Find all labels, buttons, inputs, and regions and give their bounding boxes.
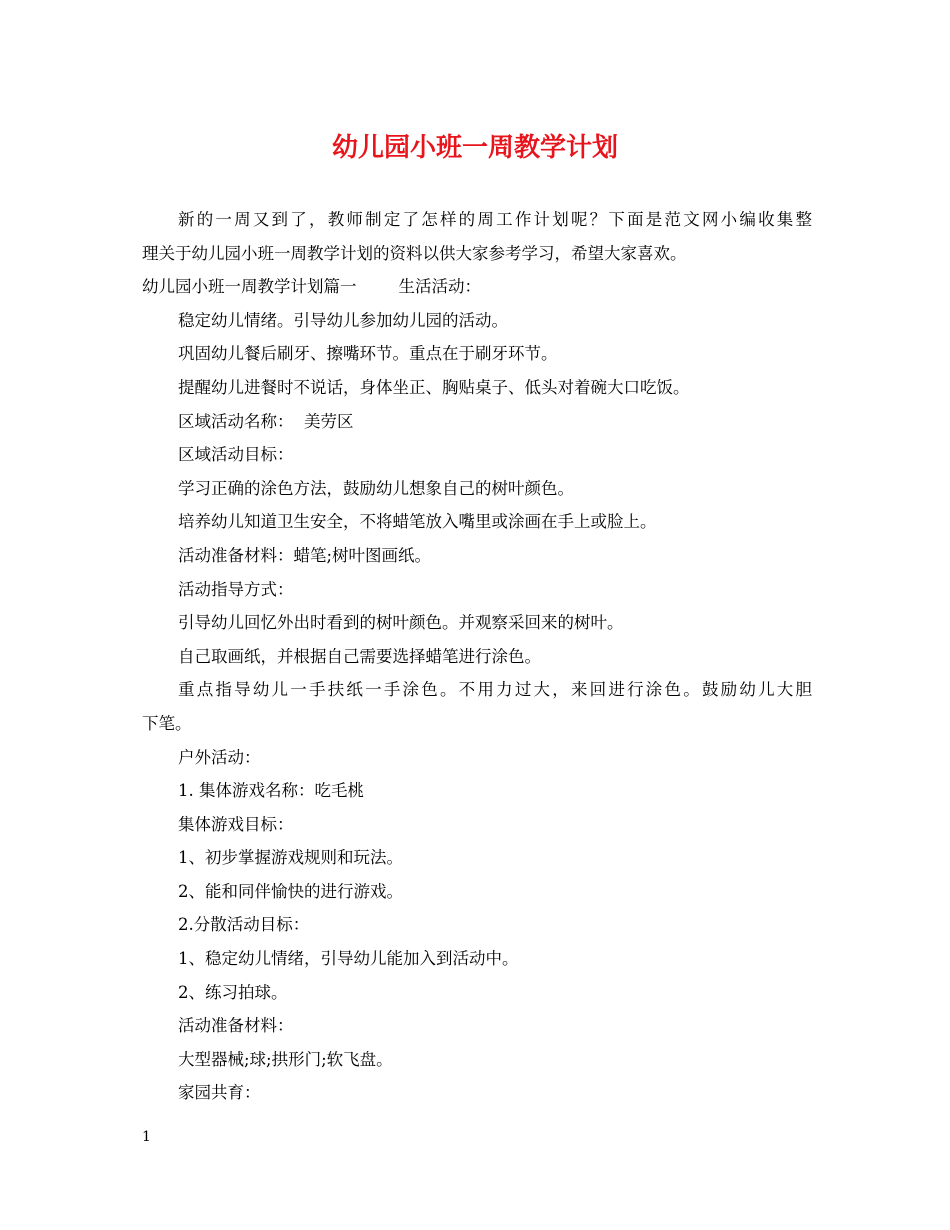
- section-heading-sub: 生活活动：: [398, 277, 481, 297]
- body-line: 活动指导方式：: [178, 579, 294, 599]
- body-line: 活动准备材料：蜡笔;树叶图画纸。: [178, 545, 432, 565]
- body-line: 提醒幼儿进餐时不说话，身体坐正、胸贴桌子、低头对着碗大口吃饭。: [178, 377, 690, 397]
- body-line: 培养幼儿知道卫生安全，不将蜡笔放入嘴里或涂画在手上或脸上。: [178, 512, 657, 532]
- body-line: 家园共育：: [178, 1083, 261, 1103]
- body-line: 稳定幼儿情绪。引导幼儿参加幼儿园的活动。: [178, 310, 508, 330]
- document-body: [142, 203, 812, 1110]
- body-line: 1. 集体游戏名称：吃毛桃: [178, 781, 364, 801]
- intro-line-1: 新的一周又到了，教师制定了怎样的周工作计划呢？下面是范文网小编收集整: [178, 210, 812, 229]
- body-line: 2、能和同伴愉快的进行游戏。: [178, 881, 403, 901]
- body-line: 户外活动：: [178, 747, 261, 767]
- body-line: 区域活动目标：: [178, 445, 294, 465]
- body-line: 1、初步掌握游戏规则和玩法。: [178, 848, 403, 868]
- body-line: 引导幼儿回忆外出时看到的树叶颜色。并观察采回来的树叶。: [178, 613, 624, 633]
- body-line: 2、练习拍球。: [178, 982, 288, 1002]
- section-heading: [142, 270, 812, 304]
- paragraph-line-2: 下笔。: [142, 713, 192, 733]
- body-line: 集体游戏目标：: [178, 814, 294, 834]
- body-line: 大型器械;球;拱形门;软飞盘。: [178, 1049, 393, 1069]
- body-line: 学习正确的涂色方法，鼓励幼儿想象自己的树叶颜色。: [178, 478, 574, 498]
- paragraph-line-1: 重点指导幼儿一手扶纸一手涂色。不用力过大，来回进行涂色。鼓励幼儿大胆: [178, 680, 812, 700]
- document-title: 幼儿园小班一周教学计划: [331, 133, 618, 163]
- section-heading-title: 幼儿园小班一周教学计划篇一: [142, 277, 357, 297]
- body-line: 2.分散活动目标：: [178, 915, 310, 935]
- body-line: 1、稳定幼儿情绪，引导幼儿能加入到活动中。: [178, 949, 519, 969]
- body-line: 活动准备材料：: [178, 1016, 294, 1036]
- body-line: 区域活动名称： 美劳区: [178, 411, 354, 431]
- page-number: 1: [142, 1129, 151, 1145]
- intro-line-2: 理关于幼儿园小班一周教学计划的资料以供大家参考学习，希望大家喜欢。: [142, 243, 687, 263]
- body-line: 自己取画纸，并根据自己需要选择蜡笔进行涂色。: [178, 646, 541, 666]
- body-line: 巩固幼儿餐后刷牙、擦嘴环节。重点在于刷牙环节。: [178, 344, 558, 364]
